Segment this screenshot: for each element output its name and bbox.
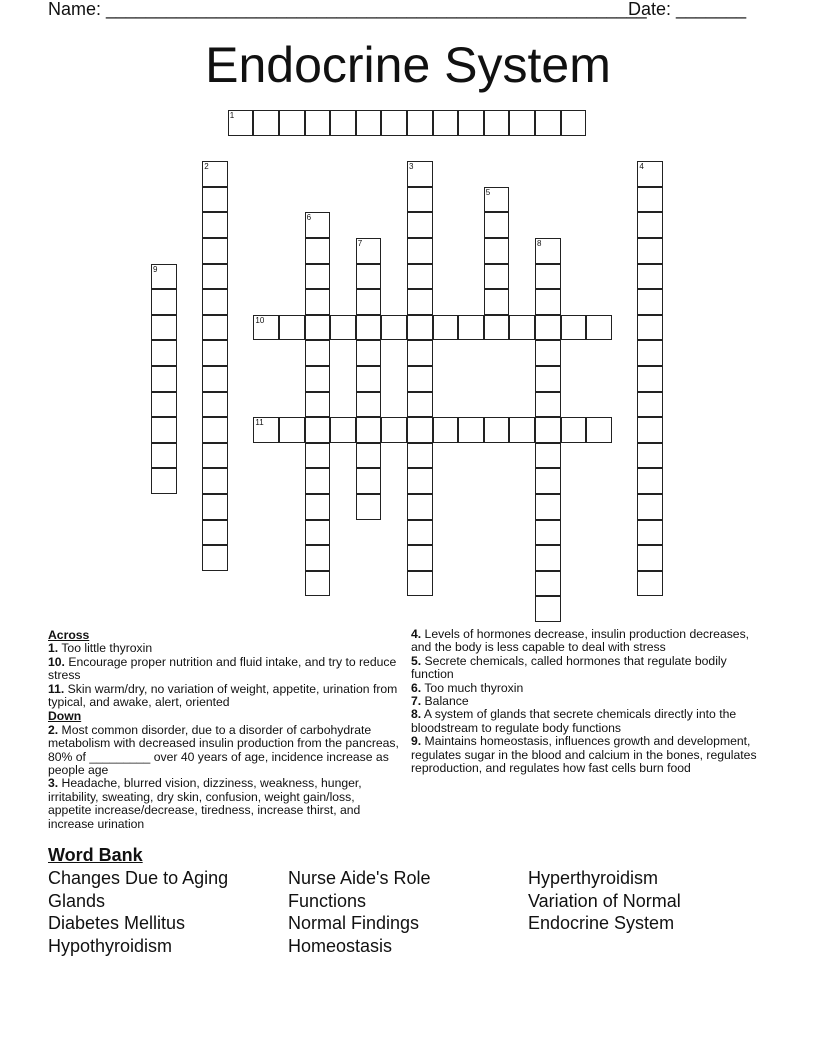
crossword-cell[interactable]: [356, 468, 382, 494]
crossword-cell[interactable]: [407, 417, 433, 443]
crossword-cell[interactable]: [305, 340, 331, 366]
crossword-cell[interactable]: [151, 315, 177, 341]
clue-item-text: Too much thyroxin: [421, 680, 524, 695]
crossword-cell[interactable]: [279, 417, 305, 443]
clue-item: [48, 724, 400, 778]
clue-item-text: Secrete chemicals, called hormones that regulate bodily function: [411, 653, 727, 682]
crossword-cell[interactable]: [356, 494, 382, 520]
crossword-cell[interactable]: [356, 443, 382, 469]
word-bank-item: Homeostasis: [288, 936, 393, 957]
clue-item: [48, 642, 400, 655]
crossword-cell[interactable]: [407, 187, 433, 213]
crossword-cell[interactable]: [407, 264, 433, 290]
crossword-cell[interactable]: [535, 238, 561, 264]
crossword-cell[interactable]: [202, 392, 228, 418]
crossword-cell[interactable]: [151, 417, 177, 443]
clue-item-number: 5.: [411, 653, 422, 668]
crossword-cell[interactable]: [305, 443, 331, 469]
crossword-cell[interactable]: [407, 366, 433, 392]
crossword-cell[interactable]: [151, 468, 177, 494]
crossword-cell[interactable]: [535, 315, 561, 341]
crossword-cell[interactable]: [535, 545, 561, 571]
crossword-cell[interactable]: [151, 264, 177, 290]
clue-number: 5: [485, 187, 491, 197]
crossword-cell[interactable]: [407, 494, 433, 520]
date-field[interactable]: Date: _______: [628, 0, 747, 19]
crossword-cell[interactable]: [305, 212, 331, 238]
crossword-cell[interactable]: [484, 187, 510, 213]
clue-number: 9: [153, 264, 158, 274]
crossword-cell[interactable]: [356, 264, 382, 290]
crossword-cell[interactable]: [407, 110, 433, 136]
across-clue-list: [48, 642, 400, 709]
crossword-cell[interactable]: [484, 289, 510, 315]
word-bank-item: Changes Due to Aging: [48, 868, 229, 888]
clue-item-number: 4.: [411, 627, 422, 641]
word-bank-item: Normal Findings: [288, 913, 420, 934]
crossword-cell[interactable]: [484, 264, 510, 290]
crossword-cell[interactable]: [356, 289, 382, 315]
down-heading: Down: [48, 709, 82, 724]
clue-number: 3: [409, 162, 414, 172]
clue-item-text: Headache, blurred vision, dizziness, weakness, hunger, irritability, sweating, dry skin, confusion, weight gain/loss, appetite increase/decrease, tiredness, increase thirst, and increase urination: [48, 776, 362, 831]
crossword-cell[interactable]: [305, 264, 331, 290]
crossword-cell[interactable]: [305, 494, 331, 520]
crossword-cell[interactable]: [561, 110, 587, 136]
name-field[interactable]: Name: ______________________________________________________: [48, 0, 647, 19]
clue-item-number: 1.: [48, 641, 59, 656]
crossword-cell[interactable]: [433, 417, 459, 443]
crossword-cell[interactable]: [202, 417, 228, 443]
clue-number: 2: [204, 162, 209, 172]
clue-item-text: Encourage proper nutrition and fluid intake, and try to reduce stress: [48, 654, 397, 683]
crossword-cell[interactable]: [356, 340, 382, 366]
crossword-cell[interactable]: [637, 417, 663, 443]
clues-left-column: [48, 628, 400, 831]
clue-item-text: Levels of hormones decrease, insulin production decreases, and the body is less capable to deal with stress: [411, 627, 750, 655]
word-bank-item: Diabetes Mellitus: [48, 913, 186, 934]
crossword-cell[interactable]: [535, 392, 561, 418]
crossword-cell[interactable]: [458, 417, 484, 443]
clue-item: [48, 777, 400, 831]
word-bank-item: Hypothyroidism: [48, 936, 173, 957]
crossword-cell[interactable]: [637, 494, 663, 520]
word-bank-item: Variation of Normal: [528, 890, 681, 911]
crossword-cell[interactable]: [202, 289, 228, 315]
crossword-cell[interactable]: [458, 315, 484, 341]
crossword-cell[interactable]: [433, 110, 459, 136]
crossword-cell[interactable]: [637, 289, 663, 315]
clue-number: 4: [639, 162, 644, 172]
crossword-cell[interactable]: [407, 212, 433, 238]
crossword-cell[interactable]: [407, 545, 433, 571]
crossword-cell[interactable]: [535, 571, 561, 597]
clue-item-text: Maintains homeostasis, influences growth and development, regulates sugar in the blood and calcium in the bones, regulates reproduction, and regulates how fast cells burn food: [411, 734, 757, 776]
down-clue-list-right: [411, 628, 771, 775]
across-heading: Across: [48, 628, 90, 642]
crossword-cell[interactable]: [484, 417, 510, 443]
crossword-cell[interactable]: [151, 366, 177, 392]
crossword-cell[interactable]: [484, 212, 510, 238]
crossword-cell[interactable]: [407, 468, 433, 494]
clue-item-text: Most common disorder, due to a disorder of carbohydrate metabolism with decreased insulin production from the pancreas, 80% of _________ over 40 years of age, incidence increase as people age: [48, 722, 399, 778]
crossword-cell[interactable]: [637, 315, 663, 341]
crossword-cell[interactable]: [637, 366, 663, 392]
crossword-cell[interactable]: [637, 187, 663, 213]
crossword-cell[interactable]: [202, 315, 228, 341]
crossword-cell[interactable]: [561, 315, 587, 341]
clue-item-number: 10.: [48, 654, 65, 669]
clue-number: 8: [537, 239, 542, 248]
crossword-cell[interactable]: [637, 443, 663, 469]
crossword-cell[interactable]: [586, 417, 612, 443]
crossword-cell[interactable]: [202, 545, 228, 571]
crossword-cell[interactable]: [535, 289, 561, 315]
crossword-cell[interactable]: [509, 315, 535, 341]
clue-item-number: 9.: [411, 734, 422, 749]
crossword-cell[interactable]: [561, 417, 587, 443]
crossword-cell[interactable]: [202, 238, 228, 264]
page-title: Endocrine System: [205, 37, 611, 93]
crossword-cell[interactable]: [305, 289, 331, 315]
crossword-cell[interactable]: [637, 340, 663, 366]
crossword-cell[interactable]: [253, 417, 279, 443]
crossword-cell[interactable]: [407, 392, 433, 418]
word-bank-item: Glands: [48, 890, 106, 911]
crossword-cell[interactable]: [202, 443, 228, 469]
crossword-cell[interactable]: [535, 110, 561, 136]
crossword-cell[interactable]: [484, 238, 510, 264]
clue-item: [48, 683, 400, 710]
clue-number: 1: [229, 111, 235, 120]
word-bank-title: Word Bank: [48, 845, 143, 865]
clue-item-text: A system of glands that secrete chemicals directly into the bloodstream to regulate body functions: [411, 707, 737, 735]
clue-item-number: 8.: [411, 707, 422, 722]
clue-item-text: Too little thyroxin: [58, 641, 153, 656]
crossword-cell[interactable]: [484, 315, 510, 341]
clue-number: 7: [357, 239, 363, 248]
crossword-cell[interactable]: [637, 161, 663, 187]
crossword-cell[interactable]: [151, 289, 177, 315]
word-bank-item: Endocrine System: [528, 913, 675, 934]
crossword-cell[interactable]: [356, 110, 382, 136]
crossword-cell[interactable]: [637, 468, 663, 494]
crossword-cell[interactable]: [535, 468, 561, 494]
crossword-cell[interactable]: [407, 289, 433, 315]
crossword-cell[interactable]: [356, 315, 382, 341]
crossword-cell[interactable]: [407, 340, 433, 366]
clues-right-column: [411, 628, 771, 775]
crossword-cell[interactable]: [637, 520, 663, 546]
crossword-cell[interactable]: [305, 315, 331, 341]
crossword-cell[interactable]: [407, 161, 433, 187]
crossword-cell[interactable]: [535, 417, 561, 443]
crossword-cell[interactable]: [407, 315, 433, 341]
clue-item: [411, 628, 771, 655]
down-clue-list-left: [48, 724, 400, 831]
clue-item: [411, 708, 771, 735]
crossword-cell[interactable]: [305, 366, 331, 392]
crossword-cell[interactable]: [637, 545, 663, 571]
crossword-cell[interactable]: [637, 264, 663, 290]
crossword-cell[interactable]: [253, 110, 279, 136]
crossword-cell[interactable]: [305, 238, 331, 264]
crossword-cell[interactable]: [202, 468, 228, 494]
crossword-cell[interactable]: [637, 212, 663, 238]
crossword-cell[interactable]: [151, 392, 177, 418]
crossword-cell[interactable]: [305, 392, 331, 418]
crossword-cell[interactable]: [586, 315, 612, 341]
crossword-cell[interactable]: [535, 596, 561, 622]
crossword-cell[interactable]: [535, 494, 561, 520]
crossword-cell[interactable]: [279, 110, 305, 136]
crossword-cell[interactable]: [305, 571, 331, 597]
crossword-cell[interactable]: [407, 520, 433, 546]
crossword-cell[interactable]: [433, 315, 459, 341]
crossword-cell[interactable]: [330, 417, 356, 443]
word-bank-item: Functions: [288, 890, 367, 911]
clue-item-number: 2.: [48, 722, 59, 737]
crossword-cell[interactable]: [305, 468, 331, 494]
crossword-cell[interactable]: [305, 520, 331, 546]
clue-item-text: Balance: [421, 694, 469, 709]
crossword-cell[interactable]: [407, 571, 433, 597]
crossword-cell[interactable]: [535, 366, 561, 392]
crossword-cell[interactable]: [458, 110, 484, 136]
crossword-cell[interactable]: [202, 494, 228, 520]
crossword-cell[interactable]: [356, 392, 382, 418]
clue-item: [411, 655, 771, 682]
crossword-cell[interactable]: [228, 110, 254, 136]
crossword-cell[interactable]: [202, 161, 228, 187]
crossword-cell[interactable]: [330, 110, 356, 136]
crossword-cell[interactable]: [381, 417, 407, 443]
clue-item: [411, 695, 771, 708]
clue-number: 11: [255, 418, 264, 428]
crossword-cell[interactable]: [253, 315, 279, 341]
clue-item-number: 7.: [411, 694, 422, 709]
clue-item: [411, 735, 771, 775]
crossword-cell[interactable]: [202, 212, 228, 238]
clue-item-number: 3.: [48, 776, 59, 791]
crossword-cell[interactable]: [279, 315, 305, 341]
clue-item: [411, 682, 771, 695]
crossword-cell[interactable]: [381, 315, 407, 341]
clue-number: 6: [306, 213, 312, 223]
crossword-cell[interactable]: [151, 443, 177, 469]
crossword-cell[interactable]: [202, 187, 228, 213]
crossword-cell[interactable]: [202, 520, 228, 546]
crossword-cell[interactable]: [151, 340, 177, 366]
crossword-cell[interactable]: [202, 340, 228, 366]
word-bank-item: Hyperthyroidism: [528, 868, 659, 888]
clue-item-number: 11.: [48, 681, 65, 696]
crossword-cell[interactable]: [484, 110, 510, 136]
clue-item-text: Skin warm/dry, no variation of weight, appetite, urination from typical, and awake, alert, oriented: [48, 681, 398, 710]
crossword-cell[interactable]: [202, 264, 228, 290]
crossword-cell[interactable]: [330, 315, 356, 341]
crossword-cell[interactable]: [407, 443, 433, 469]
clue-item: [48, 656, 400, 683]
crossword-cell[interactable]: [637, 571, 663, 597]
crossword-cell[interactable]: [356, 417, 382, 443]
crossword-cell[interactable]: [202, 366, 228, 392]
crossword-cell[interactable]: [305, 545, 331, 571]
crossword-cell[interactable]: [305, 417, 331, 443]
crossword-cell[interactable]: [637, 238, 663, 264]
crossword-cell[interactable]: [356, 366, 382, 392]
crossword-cell[interactable]: [535, 443, 561, 469]
crossword-cell[interactable]: [356, 238, 382, 264]
clue-number: 10: [255, 315, 265, 325]
crossword-cell[interactable]: [509, 417, 535, 443]
word-bank-item: Nurse Aide's Role: [288, 868, 431, 888]
crossword-cell[interactable]: [535, 340, 561, 366]
crossword-cell[interactable]: [535, 520, 561, 546]
crossword-cell[interactable]: [305, 110, 331, 136]
crossword-cell[interactable]: [509, 110, 535, 136]
clue-item-number: 6.: [411, 680, 422, 695]
crossword-cell[interactable]: [535, 264, 561, 290]
crossword-cell[interactable]: [637, 392, 663, 418]
crossword-cell[interactable]: [407, 238, 433, 264]
crossword-cell[interactable]: [381, 110, 407, 136]
